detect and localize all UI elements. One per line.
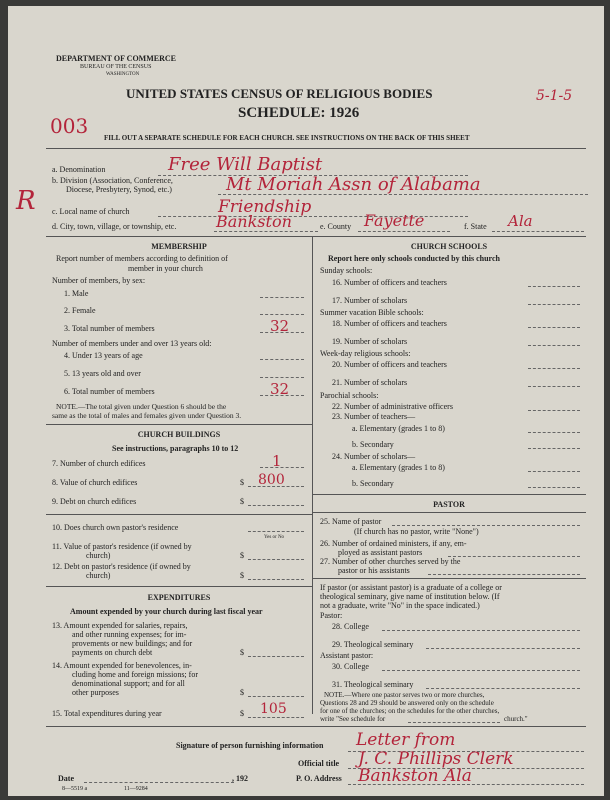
q1-label: 1. Male: [64, 289, 89, 298]
q23-label: 23. Number of teachers—: [332, 412, 416, 421]
buildings-sub: See instructions, paragraphs 10 to 12: [112, 444, 239, 453]
q30-label: 30. College: [332, 662, 369, 671]
buildings-title: CHURCH BUILDINGS: [137, 430, 221, 439]
sunday-label: Sunday schools:: [320, 266, 373, 275]
q27-label: 27. Number of other churches served by the: [320, 557, 461, 566]
official-title-label: Official title: [298, 759, 340, 768]
bureau-label: BUREAU OF THE CENSUS: [80, 64, 152, 70]
buildings-rule: [46, 514, 312, 515]
q10-label: 10. Does church own pastor's residence: [52, 523, 179, 532]
county-value: Fayette: [364, 211, 425, 230]
ident-rule: [46, 236, 586, 237]
q22-line: [528, 410, 580, 411]
grad-note-3: not a graduate, write "No" in the space indicated.): [320, 601, 480, 610]
county-line: [358, 231, 450, 232]
date-year: , 192: [232, 774, 248, 783]
q12-line: [248, 579, 304, 580]
q31-label: 31. Theological seminary: [332, 680, 414, 689]
city-line: [214, 231, 318, 232]
q13-label: 13. Amount expended for salaries, repairs,: [52, 621, 188, 630]
q27-line: [428, 574, 580, 575]
form-title: UNITED STATES CENSUS OF RELIGIOUS BODIES: [126, 86, 433, 101]
q28-label: 28. College: [332, 622, 369, 631]
schedule-title: SCHEDULE: 1926: [238, 105, 360, 121]
q17-label: 17. Number of scholars: [332, 296, 408, 305]
q21-label: 21. Number of scholars: [332, 378, 408, 387]
pastor-title: PASTOR: [433, 500, 465, 509]
weekday-label: Week-day religious schools:: [320, 349, 411, 358]
q30-line: [382, 670, 580, 671]
q14-line: [248, 696, 304, 697]
q24a-line: [528, 471, 580, 472]
q23b-line: [528, 448, 580, 449]
q11-line: [248, 559, 304, 560]
q28-line: [382, 630, 580, 631]
q26-line: [448, 556, 580, 557]
q12-dollar: $: [240, 571, 244, 580]
q25-label: 25. Name of pastor: [320, 517, 382, 526]
city-field-label: d. City, town, village, or township, etc.: [52, 222, 177, 231]
q16-line: [528, 286, 580, 287]
pastor-rule: [312, 578, 586, 579]
q11-dollar: $: [240, 551, 244, 560]
q9-label: 9. Debt on church edifices: [52, 497, 137, 506]
membership-sub-2: member in your church: [128, 264, 203, 273]
signature-label: Signature of person furnishing information: [176, 741, 324, 750]
q26-label-2: ployed as assistant pastors: [338, 548, 423, 557]
q14-label-3: denominational support; and for all: [72, 679, 185, 688]
q4-line: [260, 359, 304, 360]
pastor-note-2: Questions 28 and 29 should be answered only on the schedule: [320, 699, 494, 707]
parochial-label: Parochial schools:: [320, 391, 379, 400]
yes-no-hint: Yes or No: [264, 535, 285, 540]
q1-line: [260, 297, 304, 298]
division-label-2: Diocese, Presbytery, Synod, etc.): [66, 185, 172, 194]
q7-value: 1: [272, 452, 282, 470]
q23a-line: [528, 432, 580, 433]
q15-value: 105: [260, 701, 287, 717]
q22-label: 22. Number of administrative officers: [332, 402, 453, 411]
q6-value: 32: [270, 380, 290, 398]
q16-label: 16. Number of officers and teachers: [332, 278, 447, 287]
census-schedule-page: [8, 6, 604, 796]
instruction-line: FILL OUT A SEPARATE SCHEDULE FOR EACH CHURCH. SEE INSTRUCTIONS ON THE BACK OF THIS SHEET: [104, 134, 470, 142]
q24-label: 24. Number of scholars—: [332, 452, 416, 461]
q13-line: [248, 656, 304, 657]
denomination-label: a. Denomination: [52, 165, 106, 174]
q19-line: [528, 345, 580, 346]
city-value: Bankston: [216, 212, 292, 231]
state-label: f. State: [464, 222, 487, 231]
pastor-title-rule: [312, 512, 586, 513]
q24b-line: [528, 487, 580, 488]
membership-note-1: NOTE.—The total given under Question 6 should be the: [56, 402, 227, 411]
assistant-label: Assistant pastor:: [320, 651, 374, 660]
membership-rule: [46, 424, 312, 425]
q29-line: [426, 648, 580, 649]
q8-dollar: $: [240, 478, 244, 487]
expenditures-title: EXPENDITURES: [147, 593, 211, 602]
header-rule: [46, 148, 586, 149]
local-name-label: c. Local name of church: [52, 207, 130, 216]
po-address-label: P. O. Address: [296, 774, 342, 783]
po-address-value: Bankston Ala: [358, 766, 472, 786]
membership-sub-1: Report number of members according to definition of: [56, 254, 228, 263]
q18-line: [528, 327, 580, 328]
q19-label: 19. Number of scholars: [332, 337, 408, 346]
schools-rule: [312, 494, 586, 495]
q13-label-3: provements or new buildings; and for: [72, 639, 193, 648]
q25-line: [392, 525, 580, 526]
pastor-sub-label: Pastor:: [320, 611, 343, 620]
state-line: [492, 231, 584, 232]
denomination-value: Free Will Baptist: [168, 154, 323, 175]
county-label: e. County: [320, 222, 352, 231]
membership-note-2: same as the total of males and females given under Question 3.: [52, 411, 242, 420]
column-divider: [312, 236, 313, 714]
body-end-rule: [46, 726, 586, 727]
division-value: Mt Moriah Assn of Alabama: [226, 174, 481, 195]
division-label: b. Division (Association, Conference,: [52, 176, 173, 185]
q23b-label: b. Secondary: [352, 440, 394, 449]
q25-hint: (If church has no pastor, write "None"): [354, 527, 479, 536]
q11-label: 11. Value of pastor's residence (if owned by: [52, 542, 192, 551]
q12-label-2: church): [86, 571, 111, 580]
q3-label: 3. Total number of members: [64, 324, 155, 333]
pastor-note-line: [408, 722, 500, 723]
q8-value: 800: [258, 472, 285, 488]
summer-label: Summer vacation Bible schools:: [320, 308, 424, 317]
q17-line: [528, 304, 580, 305]
q18-label: 18. Number of officers and teachers: [332, 319, 447, 328]
department-label: DEPARTMENT OF COMMERCE: [56, 54, 177, 63]
q12-label: 12. Debt on pastor's residence (if owned by: [52, 562, 191, 571]
pastor-note-5: church.": [504, 715, 528, 723]
q8-label: 8. Value of church edifices: [52, 478, 138, 487]
date-line: [84, 782, 234, 783]
buildings-end-rule: [46, 586, 312, 587]
q7-label: 7. Number of church edifices: [52, 459, 146, 468]
q26-label: 26. Number of ordained ministers, if any, em-: [320, 539, 467, 548]
q20-label: 20. Number of officers and teachers: [332, 360, 447, 369]
q24a-label: a. Elementary (grades 1 to 8): [352, 463, 445, 472]
margin-mark: R: [16, 186, 36, 216]
q10-line: [248, 531, 304, 532]
q21-line: [528, 386, 580, 387]
q13-label-2: and other running expenses; for im-: [72, 630, 187, 639]
q6-label: 6. Total number of members: [64, 387, 155, 396]
grad-note-2: theological seminary, give name of institution below. (If: [320, 592, 500, 601]
q4-label: 4. Under 13 years of age: [64, 351, 143, 360]
q14-label: 14. Amount expended for benevolences, in-: [52, 661, 192, 670]
q27-label-2: pastor or his assistants: [338, 566, 410, 575]
reviewer-mark: 5-1-5: [536, 88, 573, 104]
pastor-note-4: write "See schedule for: [320, 715, 386, 723]
q31-line: [426, 688, 580, 689]
q13-label-4: payments on church debt: [72, 648, 153, 657]
q24b-label: b. Secondary: [352, 479, 394, 488]
print-number: 11—9284: [124, 786, 148, 792]
pastor-note-3: for one of the churches; on the schedules for the other churches,: [320, 707, 500, 715]
q15-label: 15. Total expenditures during year: [52, 709, 162, 718]
q2-line: [260, 314, 304, 315]
signature-value: Letter from: [356, 730, 456, 750]
schools-title: CHURCH SCHOOLS: [410, 242, 488, 251]
expenditures-sub: Amount expended by your church during last fiscal year: [70, 607, 263, 616]
age-head-label: Number of members under and over 13 years old:: [52, 339, 212, 348]
schools-sub: Report here only schools conducted by this church: [328, 254, 500, 263]
by-sex-label: Number of members, by sex:: [52, 276, 146, 285]
q29-label: 29. Theological seminary: [332, 640, 414, 649]
form-number: 8—5519 a: [62, 786, 88, 792]
q3-value: 32: [270, 317, 290, 335]
q7-line: [260, 467, 304, 468]
q2-label: 2. Female: [64, 306, 96, 315]
date-label: Date: [58, 774, 74, 783]
local-name-value: Friendship: [218, 197, 312, 217]
membership-title: MEMBERSHIP: [151, 242, 207, 251]
q11-label-2: church): [86, 551, 111, 560]
q5-label: 5. 13 years old and over: [64, 369, 141, 378]
official-title-value: J. C. Phillips Clerk: [358, 749, 514, 769]
q23a-label: a. Elementary (grades 1 to 8): [352, 424, 445, 433]
q5-line: [260, 377, 304, 378]
q20-line: [528, 368, 580, 369]
q13-dollar: $: [240, 648, 244, 657]
q15-line: [248, 717, 304, 718]
pastor-note-1: NOTE.—Where one pastor serves two or more churches,: [324, 691, 485, 699]
stamp-number: 003: [50, 114, 89, 138]
q9-line: [248, 505, 304, 506]
state-value: Ala: [508, 212, 533, 230]
q15-dollar: $: [240, 709, 244, 718]
q9-dollar: $: [240, 497, 244, 506]
q14-dollar: $: [240, 688, 244, 697]
city-label: WASHINGTON: [106, 72, 140, 77]
q14-label-4: other purposes: [72, 688, 119, 697]
q14-label-2: cluding home and foreign missions; for: [72, 670, 198, 679]
grad-note-1: If pastor (or assistant pastor) is a graduate of a college or: [320, 583, 502, 592]
